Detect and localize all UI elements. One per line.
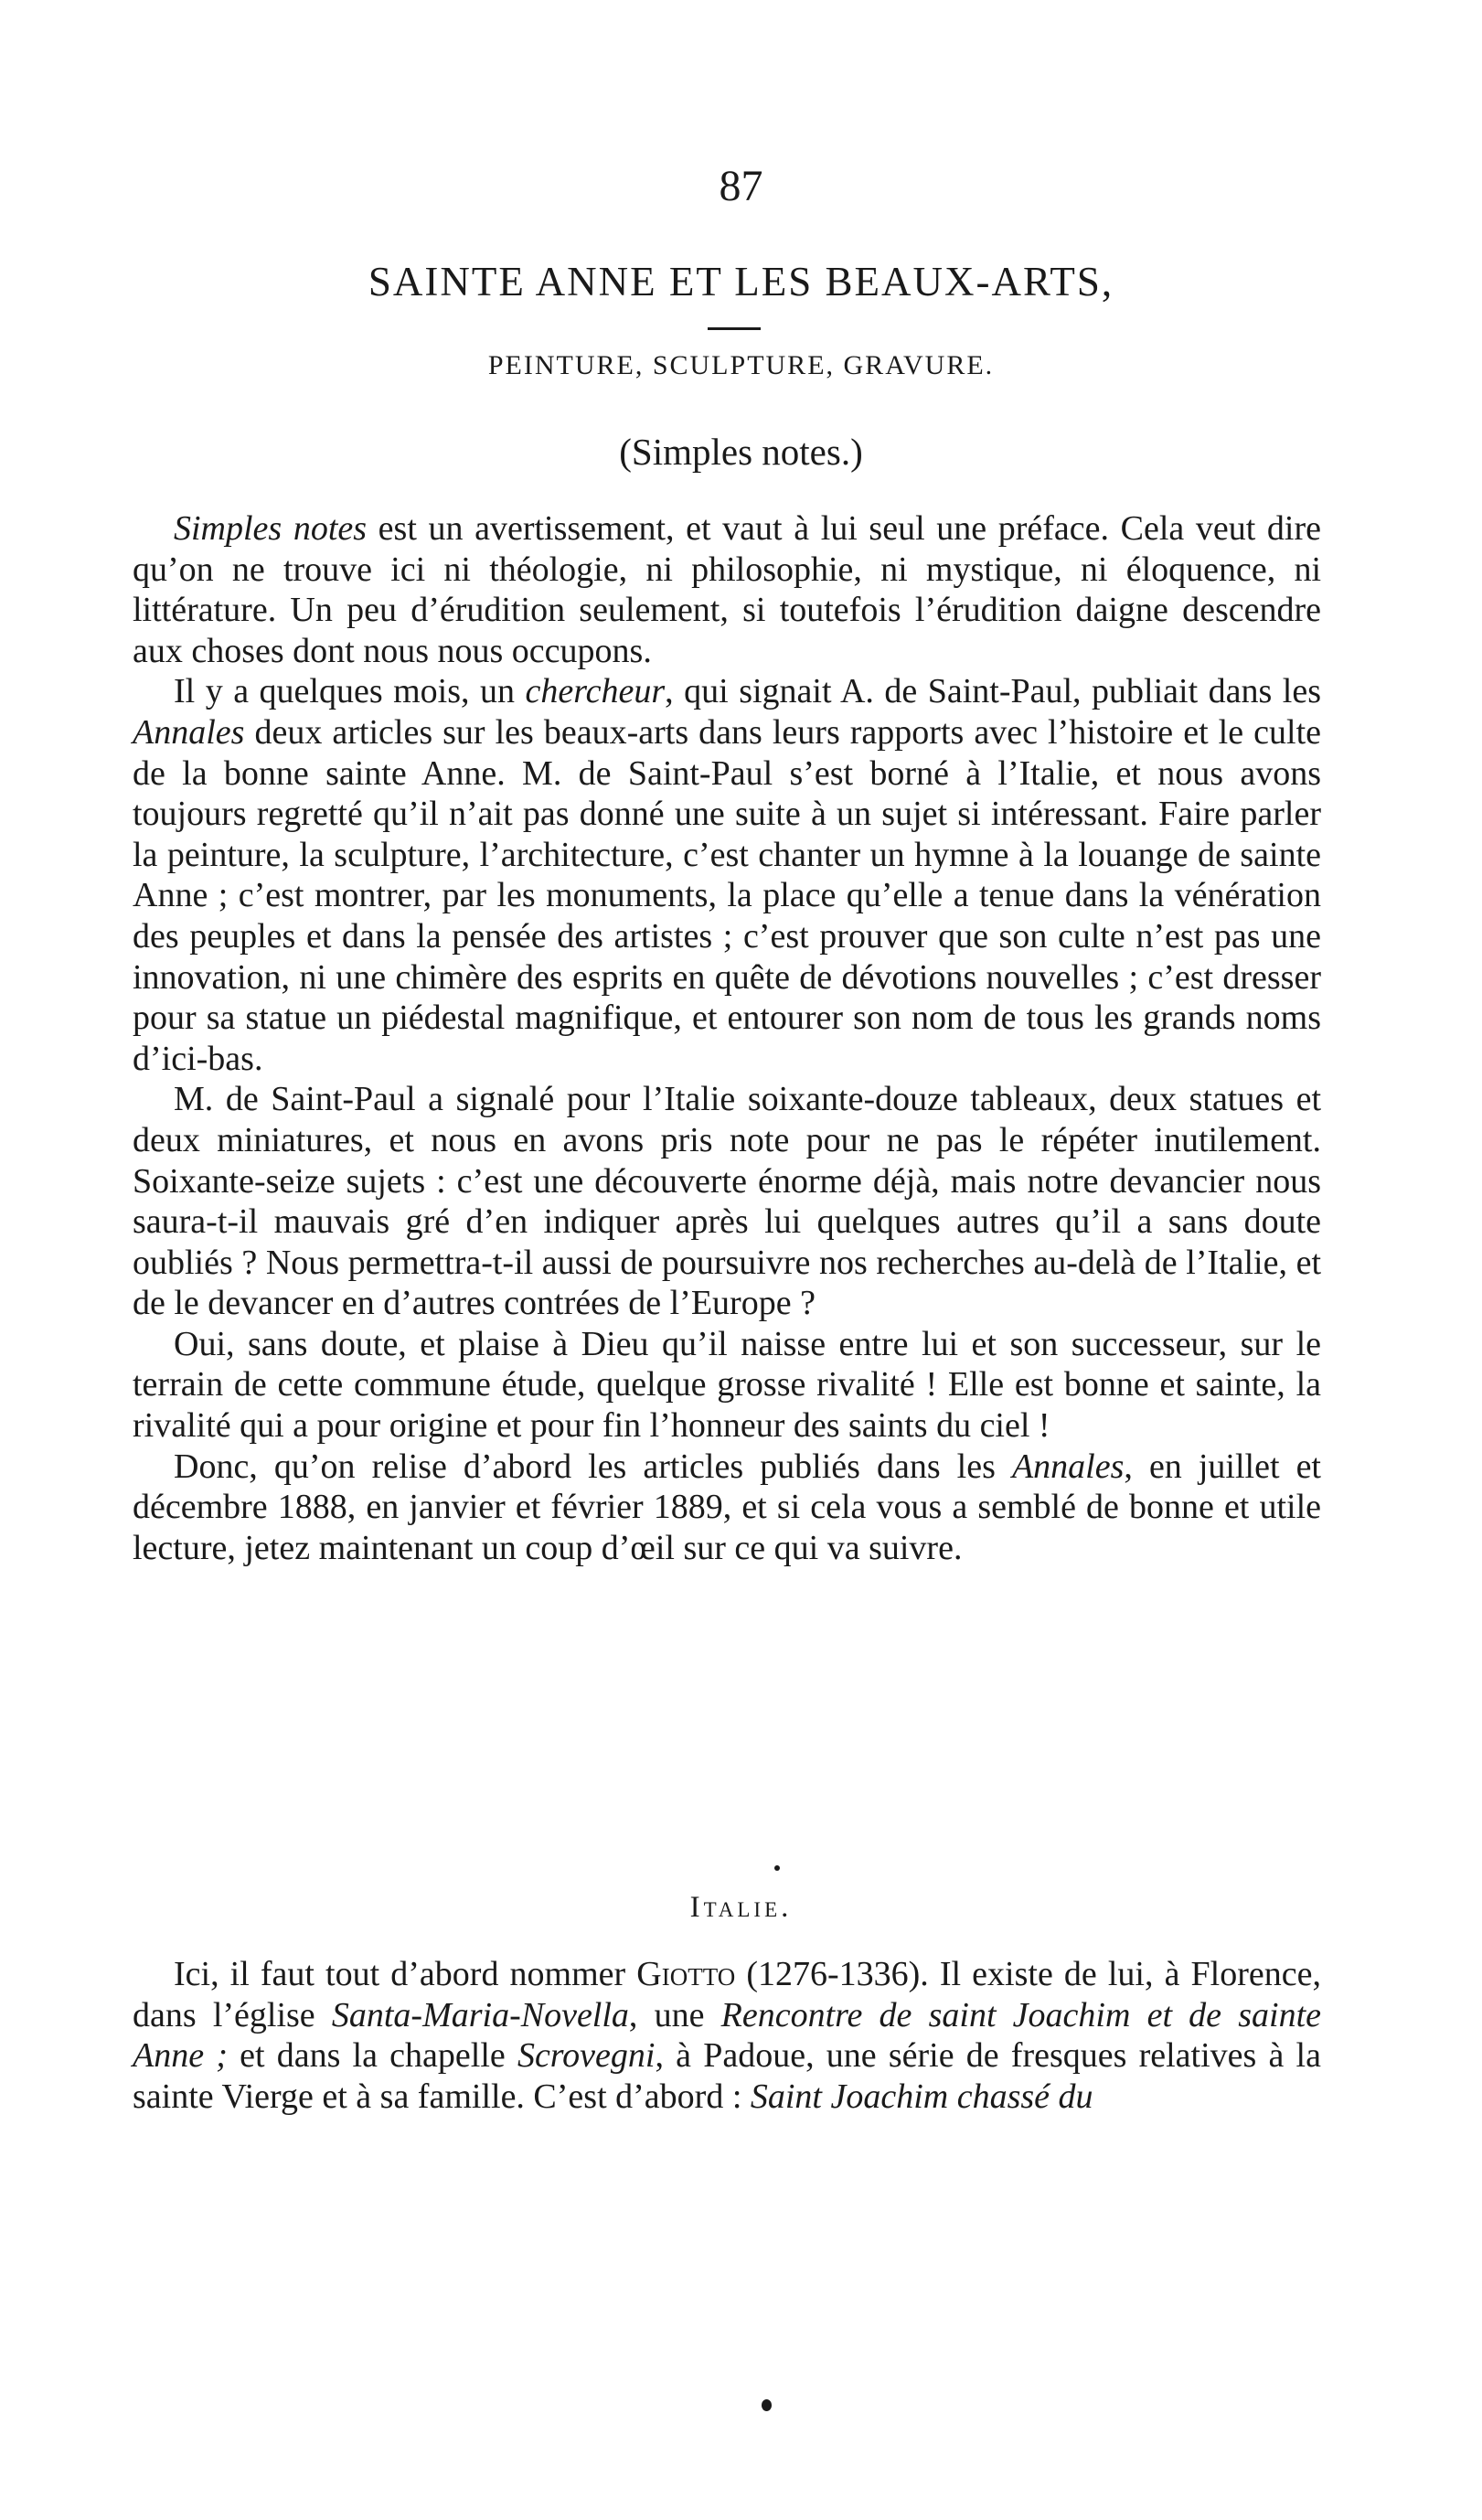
paragraph-6: Ici, il faut tout d’abord nommer Giotto (1276-1336). Il existe de lui, à Florence, dans l’église Santa-Maria-Novella, une Rencontre de saint Joachim et de sainte Anne ; et dans la chapelle Scrovegni, à Padoue, une série de fresques relatives à la sainte Vierge et à sa famille. C’est d’abord : Saint Joachim chassé du: [133, 1955, 1321, 2116]
title-rule: [708, 327, 761, 330]
chapter-subtitle: PEINTURE, SCULPTURE, GRAVURE.: [487, 350, 995, 380]
chapter-note: (Simples notes.): [619, 431, 863, 473]
emphasis: Scrovegni: [517, 2036, 656, 2076]
ink-speck: [762, 2399, 772, 2411]
artist-name: Giotto: [636, 1955, 736, 1993]
ink-speck: [774, 1865, 780, 1871]
paragraph-5: Donc, qu’on relise d’abord les articles publiés dans les Annales, en juillet et décembre 1888, en janvier et février 1889, et si cela vous a semblé de bonne et utile lecture, jetez maintenant un coup d’œil sur ce qui va suivre.: [133, 1447, 1321, 1567]
paragraph-4: Oui, sans doute, et plaise à Dieu qu’il naisse entre lui et son successeur, sur le terrain de cette commune étude, quelque grosse rivalité ! Elle est bonne et sainte, la rivalité qui a pour origine et pour fin l’honneur des saints du ciel !: [133, 1324, 1321, 1446]
paragraph-3: M. de Saint-Paul a signalé pour l’Italie soixante-douze tableaux, deux statues et deux miniatures, et nous en avons pris note pour ne pas le répéter inutilement. Soixante-seize sujets : c’est une découverte énorme déjà, mais notre devancier nous saura-t-il mauvais gré d’en indiquer après lui quelques autres qu’il a sans doute oubliés ? Nous permettra-t-il aussi de poursuivre nos recherches au-delà de l’Italie, et de le devancer en d’autres contrées de l’Europe ?: [133, 1080, 1321, 1323]
emphasis: chercheur: [525, 672, 666, 711]
italy-text: [133, 1954, 1321, 2117]
emphasis: Santa-Maria-Novella: [331, 1995, 629, 2034]
section-heading-italie: Italie.: [689, 1891, 793, 1924]
emphasis: Saint Joachim chassé du: [750, 2077, 1093, 2116]
chapter-title: SAINTE ANNE ET LES BEAUX-ARTS,: [368, 259, 1114, 304]
emphasis: Annales: [133, 712, 245, 752]
paragraph-2: Il y a quelques mois, un chercheur, qui signait A. de Saint-Paul, publiait dans les Annales deux articles sur les beaux-arts dans leurs rapports avec l’histoire et le culte de la bonne sainte Anne. M. de Saint-Paul s’est borné à l’Italie, et nous avons toujours regretté qu’il n’ait pas donné une suite à un sujet si intéressant. Faire parler la peinture, la sculpture, l’architecture, c’est chanter un hymne à la louange de sainte Anne ; c’est montrer, par les monuments, la place qu’elle a tenue dans la vénération des peuples et dans la pensée des artistes ; c’est prouver que son culte n’est pas une innovation, ni une chimère des esprits en quête de dévotions nouvelles ; c’est dresser pour sa statue un piédestal magnifique, et entourer son nom de tous les grands noms d’ici-bas.: [133, 672, 1322, 1078]
paragraph-1: Simples notes est un avertissement, et vaut à lui seul une préface. Cela veut dire qu’on ne trouve ici ni théologie, ni philosophie, ni mystique, ni éloquence, ni littérature. Un peu d’érudition seulement, si toutefois l’érudition daigne descendre aux choses dont nous nous occupons.: [133, 509, 1321, 670]
emphasis: Rencontre de saint Joachim et de sainte Anne ;: [133, 1995, 1321, 2076]
page-number: 87: [719, 162, 763, 210]
emphasis: Simples notes: [174, 509, 368, 548]
intro-text: [133, 508, 1321, 1568]
emphasis: Annales: [1011, 1447, 1125, 1486]
